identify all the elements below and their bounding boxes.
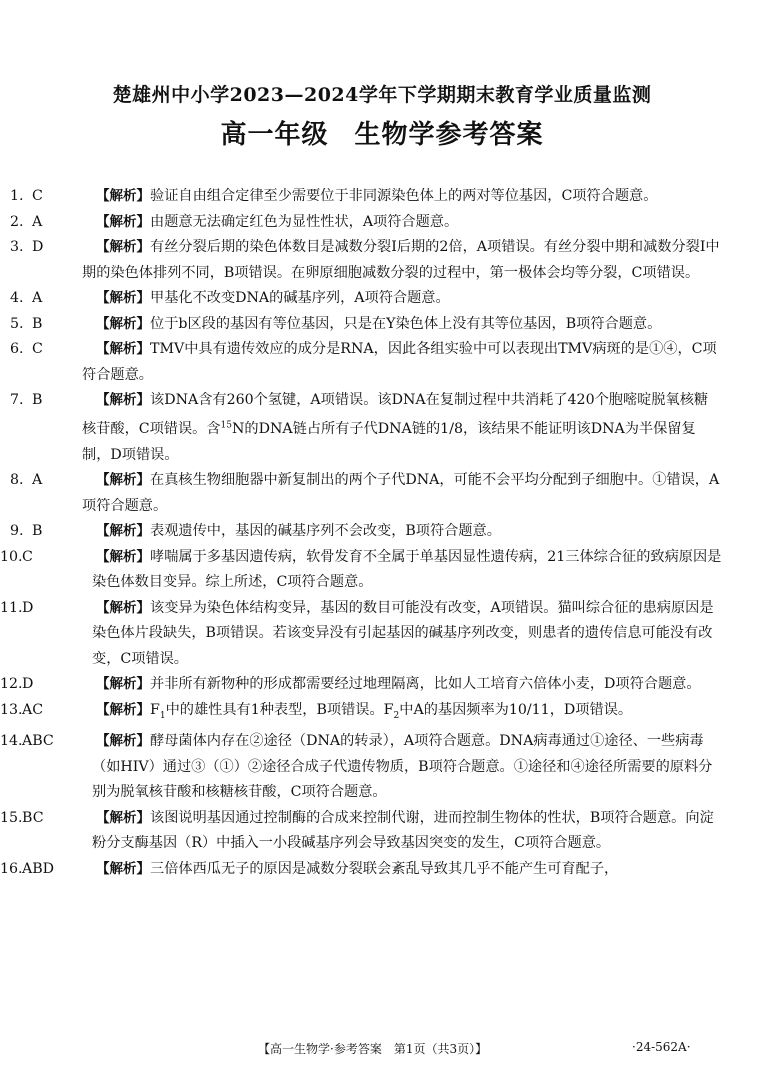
explanation: TMV中具有遗传效应的成分是RNA，因此各组实验中可以表现出TMV病斑的是①④，C项符合题意。 xyxy=(82,341,717,383)
answer-choice: C xyxy=(32,341,43,357)
explanation: 位于b区段的基因有等位基因，只是在Y染色体上没有其等位基因，B项符合题意。 xyxy=(150,315,662,332)
answer-choice: C xyxy=(32,188,43,204)
answer-choice: A xyxy=(32,472,43,489)
answer-key-title xyxy=(0,114,764,151)
answer-item-8: 8. A 【解析】在真核生物细胞器中新复制出的两个子代DNA，可能不会平均分配到子细胞中。①错误，A项符合题意。 xyxy=(46,468,722,519)
answer-choice: B xyxy=(32,523,43,540)
answer-item-14: 14.ABC 【解析】酵母菌体内存在②途径（DNA的转录），A项符合题意。DNA病毒通过①途径、一些病毒（如HIV）通过③（①）②途径合成子代遗传物质，B项符合题意。①途径和④途径所需要的原料分别为脱氧核苷酸和核糖核苷酸，C项符合题意。 xyxy=(46,729,722,806)
answer-item-4: 4. A 【解析】甲基化不改变DNA的碱基序列，A项符合题意。 xyxy=(46,286,722,312)
answer-list xyxy=(0,184,722,882)
answer-item-16: 16.ABD 【解析】三倍体西瓜无子的原因是减数分裂联会紊乱导致其几乎不能产生可育配子， xyxy=(46,857,722,883)
answer-item-9: 9. B 【解析】表观遗传中，基因的碱基序列不会改变，B项符合题意。 xyxy=(46,519,722,545)
answer-item-10: 10.C 【解析】哮喘属于多基因遗传病，软骨发育不全属于单基因显性遗传病，21三体综合征的致病原因是染色体数目变异。综上所述，C项符合题意。 xyxy=(46,545,722,596)
explanation: $F_1$中的雄性具有1种表型，B项错误。$F_2$中A的基因频率为10/11，D项错误。 xyxy=(150,701,633,721)
answer-item-1: 1. C 【解析】验证自由组合定律至少需要位于非同源染色体上的两对等位基因，C项符合题意。 xyxy=(46,184,722,210)
answer-item-7: 7. B 【解析】该DNA含有260个氢键，A项错误。该DNA在复制过程中共消耗了420个胞嘧啶脱氧核糖核苷酸，C项错误。含$^{15}$N的DNA链占所有子代DNA链的1/8，该结果不能证明该DNA为半保留复制，D项错误。 xyxy=(46,388,722,468)
answer-choice: D xyxy=(32,239,44,255)
answer-item-6: 6. C 【解析】TMV中具有遗传效应的成分是RNA，因此各组实验中可以表现出TMV病斑的是①④，C项符合题意。 xyxy=(46,337,722,388)
footer-code: ·24-562A· xyxy=(632,1040,691,1054)
answer-choice: D xyxy=(22,599,34,616)
explanation: 该变异为染色体结构变异，基因的数目可能没有改变，A项错误。猫叫综合征的患病原因是染色体片段缺失，B项错误。若该变异没有引起基因的碱基序列改变，则患者的遗传信息可能没有改变，C项错误。 xyxy=(92,599,714,667)
answer-item-2: 2. A 【解析】由题意无法确定红色为显性性状，A项符合题意。 xyxy=(46,210,722,236)
explanation: 该图说明基因通过控制酶的合成来控制代谢，进而控制生物体的性状，B项符合题意。向淀粉分支酶基因（R）中插入一小段碱基序列会导致基因突变的发生，C项符合题意。 xyxy=(92,809,714,852)
explanation: 有丝分裂后期的染色体数目是减数分裂Ⅰ后期的2倍，A项错误。有丝分裂中期和减数分裂Ⅰ中期的染色体排列不同，B项错误。在卵原细胞减数分裂的过程中，第一极体会均等分裂，C项错误。 xyxy=(82,239,720,281)
answer-choice: ABD xyxy=(22,860,55,877)
exam-title: 楚雄州中小学2023—2024学年下学期期末教育学业质量监测 xyxy=(112,84,652,106)
explanation: 在真核生物细胞器中新复制出的两个子代DNA，可能不会平均分配到子细胞中。①错误，A项符合题意。 xyxy=(82,472,720,514)
answer-choice: A xyxy=(32,213,43,230)
answer-item-3: 3. D 【解析】有丝分裂后期的染色体数目是减数分裂Ⅰ后期的2倍，A项错误。有丝分裂中期和减数分裂Ⅰ中期的染色体排列不同，B项错误。在卵原细胞减数分裂的过程中，第一极体会均等分裂，C项错误。 xyxy=(46,235,722,286)
answer-choice: AC xyxy=(22,701,44,718)
explanation: 该DNA含有260个氢键，A项错误。该DNA在复制过程中共消耗了420个胞嘧啶脱氧核糖核苷酸，C项错误。含$^{15}$N的DNA链占所有子代DNA链的1/8，该结果不能证明该DNA为半保留复制，D项错误。 xyxy=(82,392,709,463)
explanation: 表观遗传中，基因的碱基序列不会改变，B项符合题意。 xyxy=(150,523,501,540)
grade-label: 高一年级 xyxy=(220,120,329,150)
explanation: 验证自由组合定律至少需要位于非同源染色体上的两对等位基因，C项符合题意。 xyxy=(150,188,658,204)
explanation: 酵母菌体内存在②途径（DNA的转录），A项符合题意。DNA病毒通过①途径、一些病毒（如HIV）通过③（①）②途径合成子代遗传物质，B项符合题意。①途径和④途径所需要的原料分别为脱氧核苷酸和核糖核苷酸，C项符合题意。 xyxy=(92,733,713,801)
answer-choice: A xyxy=(32,290,43,306)
explanation: 甲基化不改变DNA的碱基序列，A项符合题意。 xyxy=(150,290,450,306)
explanation: 三倍体西瓜无子的原因是减数分裂联会紊乱导致其几乎不能产生可育配子， xyxy=(150,860,619,877)
explanation: 由题意无法确定红色为显性性状，A项符合题意。 xyxy=(150,213,459,230)
answer-item-5: 5. B 【解析】位于b区段的基因有等位基因，只是在Y染色体上没有其等位基因，B项符合题意。 xyxy=(46,312,722,338)
answer-choice: B xyxy=(32,392,43,408)
answer-item-15: 15.BC 【解析】该图说明基因通过控制酶的合成来控制代谢，进而控制生物体的性状，B项符合题意。向淀粉分支酶基因（R）中插入一小段碱基序列会导致基因突变的发生，C项符合题意。 xyxy=(46,806,722,857)
answer-choice: C xyxy=(22,548,33,565)
explanation: 哮喘属于多基因遗传病，软骨发育不全属于单基因显性遗传病，21三体综合征的致病原因是染色体数目变异。综上所述，C项符合题意。 xyxy=(92,548,722,591)
isotope-superscript: 15 xyxy=(220,420,232,431)
answer-choice: B xyxy=(32,315,43,332)
answer-item-12: 12.D 【解析】并非所有新物种的形成都需要经过地理隔离，比如人工培育六倍体小麦，D项符合题意。 xyxy=(46,672,722,698)
answer-choice: ABC xyxy=(22,733,54,750)
answer-choice: D xyxy=(22,676,34,693)
subject-label: 生物学参考答案 xyxy=(354,120,544,150)
explanation: 并非所有新物种的形成都需要经过地理隔离，比如人工培育六倍体小麦，D项符合题意。 xyxy=(150,676,701,693)
footer-page-info: 【高一生物学·参考答案 第1页（共3页）】 xyxy=(258,1042,488,1056)
answer-item-11: 11.D 【解析】该变异为染色体结构变异，基因的数目可能没有改变，A项错误。猫叫综合征的患病原因是染色体片段缺失，B项错误。若该变异没有引起基因的碱基序列改变，则患者的遗传信息可能没有改变，C项错误。 xyxy=(46,596,722,673)
answer-item-13: 13.AC 【解析】$F_1$中的雄性具有1种表型，B项错误。$F_2$中A的基因频率为10/11，D项错误。 xyxy=(46,698,722,729)
answer-choice: BC xyxy=(22,809,44,826)
